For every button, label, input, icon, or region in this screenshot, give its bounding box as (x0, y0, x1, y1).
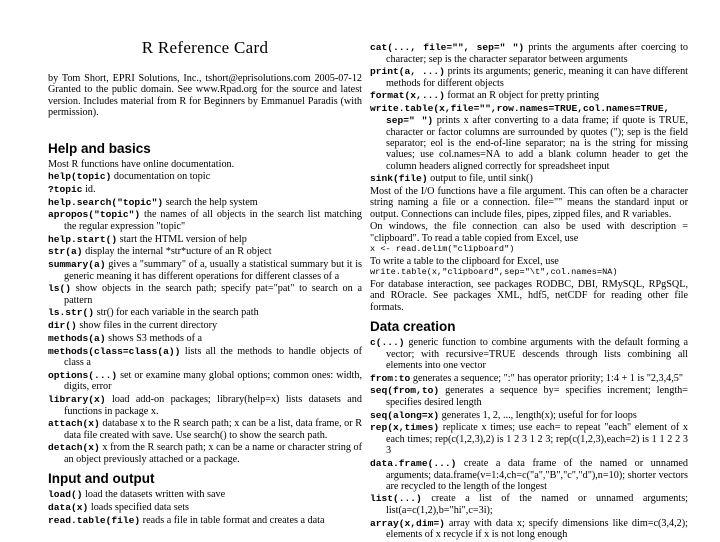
io-code-read-clipboard: x <- read.delim("clipboard") (370, 244, 515, 255)
command-name: summary(a) (48, 259, 106, 271)
command-description: create a data frame of the named or unnamed arguments; data.frame(v=1:4,ch=c("a","B","c","d"),n=10); shorter vectors are recycled to the length of the longest (386, 457, 688, 493)
reference-entry (48, 489, 362, 501)
command-name: data.frame(...) (370, 457, 457, 469)
reference-entry (48, 394, 362, 417)
command-description: set or examine many global options; common ones: width, digits, error (64, 369, 362, 393)
io-entry-list-continued (370, 42, 688, 185)
command-name: ls() (48, 283, 72, 295)
command-description: id. (82, 183, 96, 195)
reference-entry (48, 209, 362, 232)
io-paragraph-files: Most of the I/O functions have a file argument. This can often be a character string naming a file or a connection. file="" means the standard input or output. Connections can include files, pipes, zipped files, and R variables. (370, 185, 688, 220)
reference-entry (48, 246, 362, 258)
reference-entry (48, 234, 362, 246)
command-name: from:to (370, 372, 411, 384)
command-name: rep(x,times) (370, 422, 440, 434)
reference-entry (370, 173, 688, 185)
reference-entry (48, 320, 362, 332)
command-description: generates 1, 2, ..., length(x); useful for for loops (439, 409, 637, 421)
reference-entry (48, 197, 362, 209)
command-name: attach(x) (48, 418, 100, 430)
command-name: help.start() (48, 233, 118, 245)
io-code-write-clipboard: write.table(x,"clipboard",sep="\t",col.names=NA) (370, 267, 618, 278)
reference-entry (48, 307, 362, 319)
command-name: str(a) (48, 246, 83, 258)
data-creation-entry-list (370, 337, 688, 541)
section-heading-input-output: Input and output (48, 471, 155, 487)
reference-entry (370, 337, 688, 372)
command-description: create a list of the named or unnamed arguments; list(a=c(1,2),b="hi",c=3i); (386, 493, 688, 517)
command-description: display the internal *str*ucture of an R object (82, 246, 272, 258)
help-intro: Most R functions have online documentation. (48, 158, 235, 170)
command-name: print(a, ...) (370, 66, 445, 78)
io-paragraph-write-clipboard: To write a table to the clipboard for Excel, use (370, 255, 559, 267)
reference-entry (48, 418, 362, 441)
reference-entry (48, 171, 362, 183)
command-description: str() for each variable in the search path (94, 307, 259, 319)
command-description: show objects in the search path; specify pat="pat" to search on a pattern (64, 283, 362, 306)
command-name: cat(..., file="", sep=" ") (370, 42, 525, 53)
command-description: array with data x; specify dimensions like dim=c(3,4,2); elements of x recycle if x is not long enough (386, 517, 688, 541)
command-description: show files in the current directory (76, 320, 218, 332)
command-name: methods(a) (48, 332, 106, 344)
command-description: reads a file in table format and creates a data (140, 514, 325, 526)
command-name: read.table(file) (48, 514, 141, 526)
io-entry-list (48, 489, 362, 526)
command-name: library(x) (48, 393, 106, 405)
command-description: generates a sequence by= specifies increment; length= specifies desired length (386, 385, 688, 409)
reference-entry (48, 515, 362, 527)
command-name: list(...) (370, 493, 422, 505)
command-description: start the HTML version of help (117, 233, 247, 245)
author-note: by Tom Short, EPRI Solutions, Inc., tshort@eprisolutions.com 2005-07-12 Granted to the public domain. See www.Rpad.org for the source and latest version. Includes material from R for Beginners by Emmanuel Paradis (with permission). (48, 73, 362, 119)
reference-entry (370, 373, 688, 385)
command-name: data(x) (48, 502, 89, 514)
reference-entry (48, 259, 362, 282)
command-description: documentation on topic (111, 171, 211, 183)
command-name: apropos("topic") (48, 209, 141, 221)
command-description: database x to the R search path; x can be a list, data frame, or R data file created with save. Use search() to show the search path. (64, 418, 362, 441)
command-description: generic function to combine arguments with the default forming a vector; with recursive=TRUE descends through lists combining all elements into one vector (386, 337, 688, 372)
io-paragraph-database: For database interaction, see packages RODBC, DBI, RMySQL, RPgSQL, and ROracle. See packages XML, hdf5, netCDF for reading other file formats. (370, 278, 688, 313)
reference-entry (48, 184, 362, 196)
command-description: load the datasets written with save (82, 489, 226, 501)
section-heading-data-creation: Data creation (370, 318, 456, 334)
reference-entry (370, 385, 688, 408)
command-name: format(x,...) (370, 90, 445, 102)
command-description: replicate x times; use each= to repeat "each" element of x each times; rep(c(1,2,3),2) is 1 2 3 1 2 3; rep(c(1,2,3),each=2) is 1 1 2 2 3 3 (386, 422, 688, 457)
command-name: seq(from,to) (370, 385, 440, 397)
reference-entry (370, 42, 688, 65)
right-column (370, 0, 688, 542)
command-name: write.table(x,file="",row.names=TRUE,col.names=TRUE, sep=" ") (370, 103, 670, 126)
command-description: format an R object for pretty printing (444, 90, 600, 102)
reference-entry (370, 66, 688, 89)
reference-entry (370, 518, 688, 541)
command-name: options(...) (48, 369, 118, 381)
command-description: lists all the methods to handle objects of class a (64, 345, 362, 369)
command-description: prints the arguments after coercing to character; sep is the character separator between arguments (386, 42, 689, 65)
command-name: seq(along=x) (370, 409, 440, 421)
command-name: detach(x) (48, 442, 100, 454)
io-paragraph-clipboard: On windows, the file connection can also be used with description = "clipboard". To read a table copied from Excel, use (370, 221, 688, 244)
command-description: output to file, until sink() (427, 173, 533, 185)
help-entry-list (48, 171, 362, 465)
reference-entry (48, 333, 362, 345)
command-description: gives a "summary" of a, usually a statistical summary but it is generic meaning it has different operations for different classes of a (64, 259, 362, 282)
command-name: array(x,dim=) (370, 517, 445, 529)
command-description: loads specified data sets (88, 502, 190, 514)
reference-entry (370, 493, 688, 516)
command-name: ?topic (48, 183, 83, 195)
section-heading-help: Help and basics (48, 140, 151, 156)
reference-entry (48, 346, 362, 369)
command-description: prints its arguments; generic, meaning it can have different methods for different objects (386, 66, 689, 89)
reference-entry (48, 502, 362, 514)
command-description: generates a sequence; ":" has operator priority; 1:4 + 1 is "2,3,4,5" (410, 372, 684, 384)
reference-entry (370, 410, 688, 422)
command-name: load() (48, 489, 83, 501)
page-title: R Reference Card (141, 38, 269, 57)
command-description: prints x after converting to a data frame; if quote is TRUE, character or factor columns are surrounded by quotes ("); sep is the field separator; eol is the end-of-line separator; na is the string for missing values; use col.names=NA to add a blank column header to get the column headers aligned correctly for spreadsheet input (386, 114, 688, 172)
reference-entry (48, 283, 362, 306)
left-column (48, 0, 362, 528)
command-description: x from the R search path; x can be a name or character string of an object previously attached or a package. (64, 442, 362, 465)
reference-entry (370, 422, 688, 457)
command-description: search the help system (163, 196, 258, 208)
command-name: dir() (48, 320, 77, 332)
command-name: sink(file) (370, 173, 428, 185)
command-name: methods(class=class(a)) (48, 345, 181, 357)
command-description: shows S3 methods of a (105, 332, 203, 344)
reference-entry (48, 370, 362, 393)
command-description: the names of all objects in the search list matching the regular expression "topic" (64, 209, 362, 233)
reference-entry (48, 442, 362, 465)
command-name: help.search("topic") (48, 196, 164, 208)
command-name: c(...) (370, 337, 405, 349)
reference-entry (370, 90, 688, 102)
command-description: load add-on packages; library(help=x) lists datasets and functions in package x. (64, 393, 362, 417)
command-name: ls.str() (48, 307, 95, 319)
reference-entry (370, 458, 688, 493)
command-name: help(topic) (48, 171, 112, 183)
reference-entry (370, 103, 688, 172)
